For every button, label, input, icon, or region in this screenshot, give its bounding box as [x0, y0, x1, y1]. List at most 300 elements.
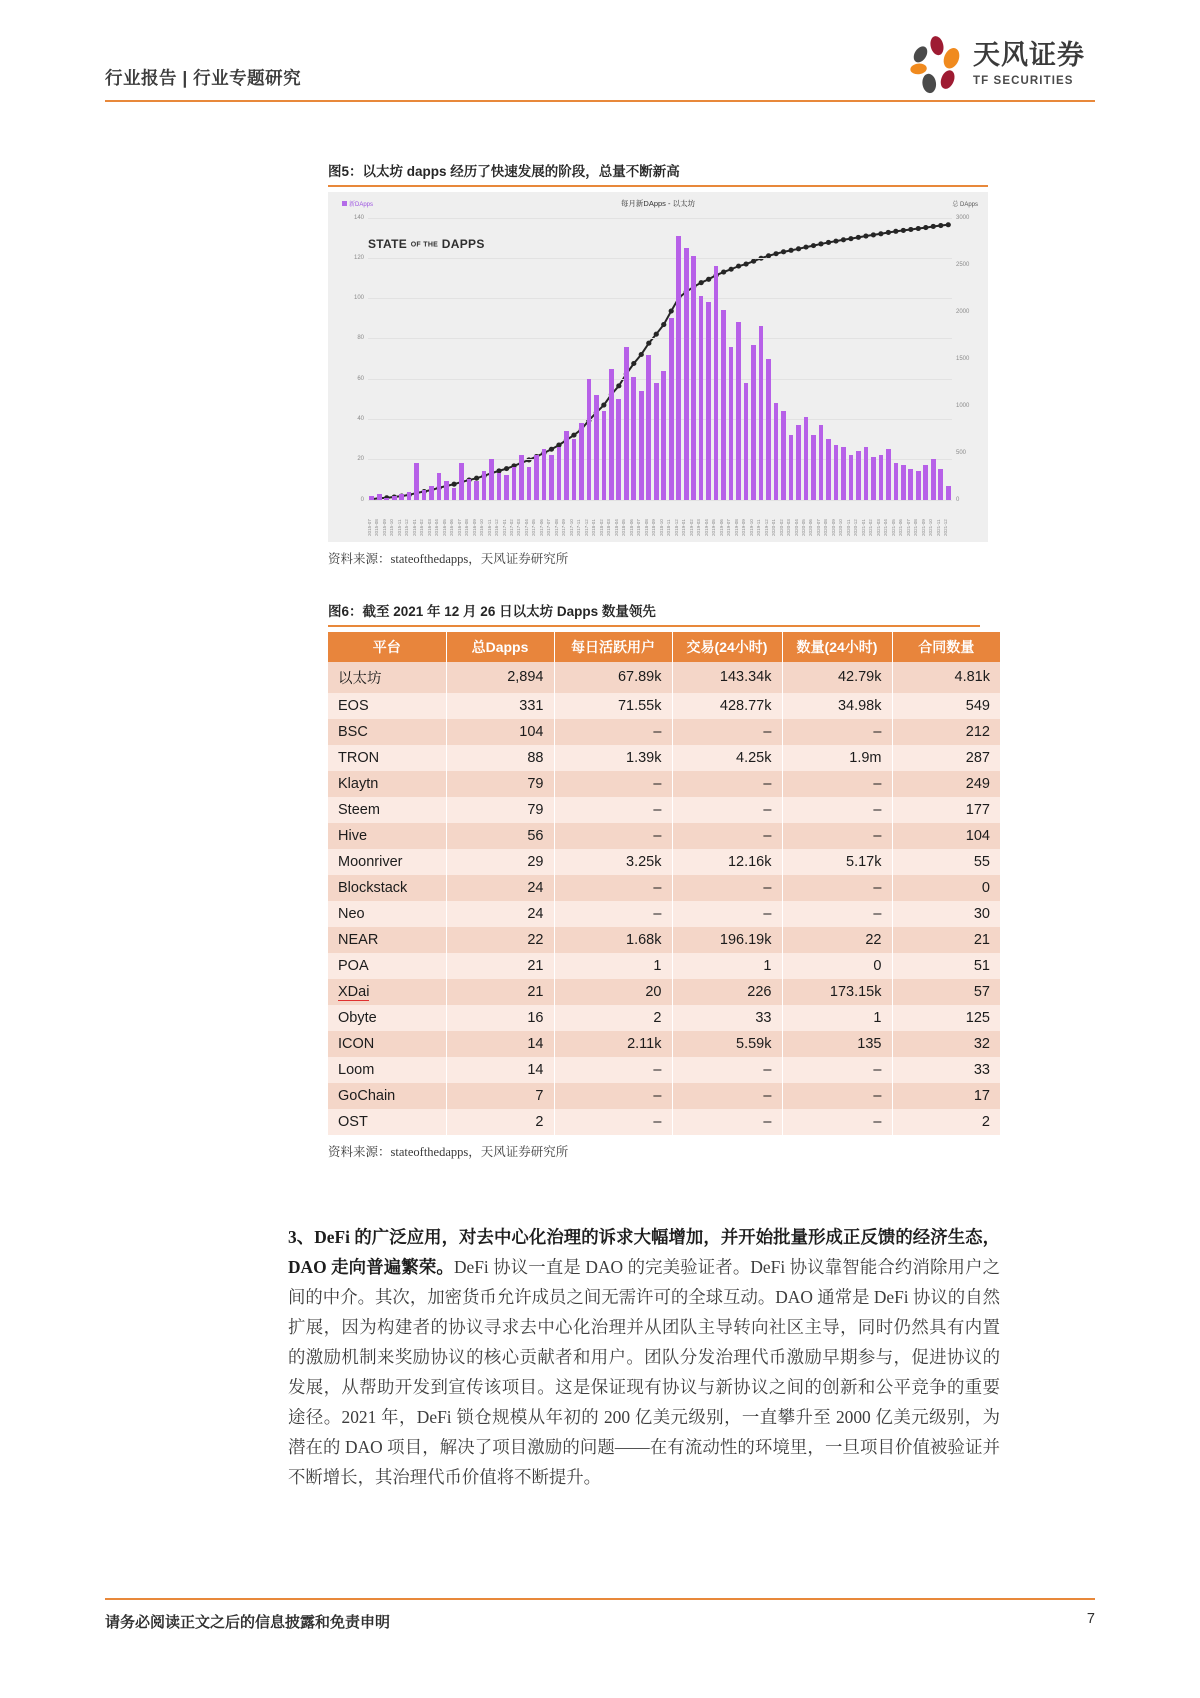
paragraph-defi-dao — [288, 1222, 1000, 1492]
table-body — [328, 662, 1000, 1135]
chart-x-axis-tick: 2020-04 — [793, 518, 799, 536]
misspelled-word: XDai — [338, 983, 370, 1000]
chart-bar — [946, 486, 951, 500]
chart-bar — [714, 266, 719, 500]
chart-x-axis-tick: 2021-01 — [860, 518, 866, 536]
chart-x-axis-tick: 2019-11 — [756, 519, 762, 536]
cell-total-dapps: 22 — [446, 927, 554, 953]
chart-bar — [631, 377, 636, 500]
table-row — [328, 1083, 1000, 1109]
figure-5-caption: 图5：以太坊 dapps 经历了快速发展的阶段，总量不断新高 — [328, 164, 680, 179]
chart-x-axis-tick: 2020-05 — [801, 518, 806, 536]
table-row — [328, 823, 1000, 849]
chart-bar — [452, 488, 457, 500]
chart-bar — [369, 496, 374, 500]
chart-x-axis-tick: 2018-05 — [621, 518, 627, 536]
chart-bar — [549, 455, 554, 499]
chart-x-axis-tick: 2015-11 — [396, 519, 402, 536]
chart-x-axis-tick: 2015-09 — [381, 518, 387, 536]
cell-transactions-24h: – — [672, 1057, 782, 1083]
chart-bar — [864, 447, 869, 499]
cell-total-dapps: 21 — [446, 953, 554, 979]
chart-x-axis-tick: 2018-08 — [643, 518, 649, 536]
chart-y-axis-tick-right: 2000 — [956, 308, 970, 315]
cell-platform: Obyte — [328, 1005, 446, 1031]
cell-contract-count: 177 — [892, 797, 1000, 823]
chart-x-axis-tick: 2019-07 — [726, 518, 732, 536]
cell-contract-count: 212 — [892, 719, 1000, 745]
chart-x-axis-tick: 2016-03 — [426, 518, 432, 536]
table-row — [328, 1057, 1000, 1083]
monthly-new-dapps-bar-series — [368, 218, 952, 500]
chart-x-axis-tick: 2017-05 — [531, 518, 537, 536]
cell-transactions-24h: 1 — [672, 953, 782, 979]
table-row — [328, 1005, 1000, 1031]
chart-x-axis-tick: 2015-07 — [366, 518, 372, 536]
cell-transactions-24h: – — [672, 901, 782, 927]
cell-volume-24h: – — [782, 823, 892, 849]
chart-bar — [587, 379, 592, 500]
chart-bar — [669, 318, 674, 499]
cell-contract-count: 30 — [892, 901, 1000, 927]
chart-bar — [602, 411, 607, 500]
chart-x-axis-labels — [368, 502, 952, 536]
chart-bar — [542, 449, 547, 499]
table-row — [328, 927, 1000, 953]
chart-x-axis-tick: 2017-11 — [576, 519, 582, 536]
chart-title: 每月新DApps - 以太坊 — [620, 198, 696, 208]
figure-6-source: 资料来源：stateofthedapps，天风证券研究所 — [328, 1144, 569, 1159]
chart-x-axis-tick: 2021-10 — [928, 518, 934, 536]
chart-bar — [474, 481, 479, 499]
chart-bar — [489, 459, 494, 499]
chart-x-axis-tick: 2016-11 — [486, 519, 492, 536]
cell-volume-24h: – — [782, 1057, 892, 1083]
cell-platform: Neo — [328, 901, 446, 927]
dapps-table — [328, 632, 1000, 1135]
table-row — [328, 901, 1000, 927]
chart-x-axis-tick: 2017-04 — [523, 518, 529, 536]
legend-left-label: 新DApps — [349, 201, 374, 208]
cell-daily-active-users: – — [554, 1057, 672, 1083]
chart-x-axis-tick: 2020-10 — [838, 518, 844, 536]
chart-bar — [894, 463, 899, 499]
chart-x-axis-tick: 2018-07 — [636, 518, 642, 536]
cell-volume-24h: – — [782, 1109, 892, 1135]
figure-5-divider — [328, 185, 988, 187]
cell-volume-24h: 34.98k — [782, 693, 892, 719]
cell-contract-count: 287 — [892, 745, 1000, 771]
chart-x-axis-tick: 2016-01 — [411, 518, 417, 536]
chart-bar — [639, 391, 644, 500]
chart-x-axis-tick: 2017-09 — [561, 518, 567, 536]
chart-y-axis-tick-left: 40 — [357, 416, 364, 423]
cell-transactions-24h: – — [672, 1109, 782, 1135]
chart-x-axis-tick: 2019-09 — [741, 518, 747, 536]
cell-platform: EOS — [328, 693, 446, 719]
chart-bar — [512, 467, 517, 499]
cell-daily-active-users: – — [554, 797, 672, 823]
chart-bar — [774, 403, 779, 500]
chart-x-axis-tick: 2017-08 — [553, 518, 559, 536]
chart-x-axis-tick: 2018-09 — [651, 518, 657, 536]
chart-bar — [879, 455, 884, 499]
table-column-header-2: 每日活跃用户 — [554, 632, 672, 662]
cell-platform: POA — [328, 953, 446, 979]
cell-volume-24h: – — [782, 1083, 892, 1109]
chart-bar — [811, 435, 816, 499]
chart-x-axis-tick: 2020-11 — [845, 519, 851, 536]
chart-x-axis-tick: 2020-01 — [771, 518, 777, 536]
chart-x-axis-tick: 2019-02 — [688, 518, 694, 536]
chart-x-axis-tick: 2017-03 — [516, 518, 522, 536]
cell-contract-count: 21 — [892, 927, 1000, 953]
chart-x-axis-tick: 2016-09 — [471, 518, 477, 536]
page-header — [105, 40, 1095, 105]
chart-bar — [796, 425, 801, 500]
chart-bar — [646, 355, 651, 500]
cell-platform: Hive — [328, 823, 446, 849]
chart-bar — [594, 395, 599, 500]
cell-transactions-24h: 4.25k — [672, 745, 782, 771]
chart-bar — [399, 494, 404, 500]
chart-x-axis-tick: 2019-05 — [711, 518, 717, 536]
cell-platform: Loom — [328, 1057, 446, 1083]
chart-bar — [684, 248, 689, 500]
table-row — [328, 771, 1000, 797]
paragraph-lead: 3、DeFi 的广泛应用，对去中心化治理的诉求大幅增加，并开始批量形成正反馈的经济生态，DAO 走向普遍繁荣。 — [288, 1227, 1000, 1277]
cell-volume-24h: – — [782, 875, 892, 901]
cell-daily-active-users: 2.11k — [554, 1031, 672, 1057]
cell-platform: TRON — [328, 745, 446, 771]
chart-bar — [504, 475, 509, 499]
body-content — [288, 1222, 1000, 1492]
table-row — [328, 745, 1000, 771]
cell-volume-24h: 1 — [782, 1005, 892, 1031]
chart-x-axis-tick: 2018-10 — [658, 518, 664, 536]
tf-securities-flower-icon — [905, 35, 967, 97]
cell-daily-active-users: – — [554, 719, 672, 745]
cell-total-dapps: 21 — [446, 979, 554, 1005]
figure-6-caption: 图6：截至 2021 年 12 月 26 日以太坊 Dapps 数量领先 — [328, 604, 656, 619]
chart-bar — [459, 463, 464, 499]
table-row — [328, 849, 1000, 875]
cell-daily-active-users: 1 — [554, 953, 672, 979]
cell-daily-active-users: 67.89k — [554, 662, 672, 693]
cell-volume-24h: 173.15k — [782, 979, 892, 1005]
chart-y-axis-tick-left: 0 — [360, 496, 364, 503]
cell-total-dapps: 7 — [446, 1083, 554, 1109]
chart-y-axis-tick-left: 120 — [353, 254, 364, 261]
table-row — [328, 979, 1000, 1005]
cell-daily-active-users: 20 — [554, 979, 672, 1005]
chart-bar — [886, 449, 891, 499]
cell-transactions-24h: – — [672, 797, 782, 823]
chart-x-axis-tick: 2021-08 — [913, 518, 919, 536]
chart-bar — [482, 471, 487, 499]
chart-y-axis-tick-right: 0 — [956, 496, 960, 503]
chart-x-axis-tick: 2017-02 — [509, 518, 514, 536]
chart-bar — [661, 371, 666, 500]
cell-transactions-24h: 196.19k — [672, 927, 782, 953]
chart-x-axis-tick: 2020-09 — [830, 518, 836, 536]
table-row — [328, 1031, 1000, 1057]
figure-6 — [328, 600, 990, 1160]
chart-bar — [923, 465, 928, 499]
chart-y-axis-tick-right: 500 — [956, 449, 967, 456]
chart-bar — [444, 481, 449, 499]
cell-transactions-24h: 226 — [672, 979, 782, 1005]
cell-platform: BSC — [328, 719, 446, 745]
chart-bar — [856, 451, 861, 499]
chart-x-axis-tick: 2015-08 — [374, 518, 380, 536]
cell-daily-active-users: 2 — [554, 1005, 672, 1031]
footer-disclaimer: 请务必阅读正文之后的信息披露和免责申明 — [105, 1613, 391, 1631]
chart-bar — [557, 447, 562, 499]
cell-transactions-24h: – — [672, 719, 782, 745]
table-row — [328, 953, 1000, 979]
table-row — [328, 797, 1000, 823]
chart-bar — [676, 236, 681, 500]
chart-x-axis-tick: 2021-04 — [883, 518, 889, 536]
chart-x-axis-tick: 2018-01 — [591, 518, 597, 536]
chart-x-axis-tick: 2016-06 — [449, 518, 455, 536]
cell-total-dapps: 79 — [446, 771, 554, 797]
chart-bar — [849, 455, 854, 499]
cell-daily-active-users: – — [554, 1109, 672, 1135]
chart-bar — [834, 445, 839, 499]
chart-x-axis-tick: 2020-07 — [815, 518, 821, 536]
chart-bar — [527, 467, 532, 499]
chart-y-axis-tick-left: 20 — [357, 456, 364, 463]
chart-x-axis-tick: 2019-06 — [718, 518, 724, 536]
logo-name-cn: 天风证券 — [973, 40, 1085, 70]
cell-contract-count: 104 — [892, 823, 1000, 849]
chart-bar — [407, 492, 412, 500]
chart-y-axis-tick-left: 140 — [353, 214, 364, 221]
cell-platform: GoChain — [328, 1083, 446, 1109]
cell-transactions-24h: – — [672, 875, 782, 901]
table-header-row — [328, 632, 1000, 662]
chart-bar — [804, 417, 809, 500]
chart-x-axis-tick: 2016-12 — [494, 518, 500, 536]
cell-contract-count: 55 — [892, 849, 1000, 875]
cell-volume-24h: 42.79k — [782, 662, 892, 693]
chart-bar — [377, 494, 382, 500]
logo-name-en: TF SECURITIES — [973, 75, 1074, 87]
table-row — [328, 875, 1000, 901]
cell-daily-active-users: – — [554, 901, 672, 927]
cell-total-dapps: 2 — [446, 1109, 554, 1135]
chart-x-axis-tick: 2019-12 — [763, 518, 769, 536]
chart-x-axis-tick: 2015-10 — [389, 518, 395, 536]
cell-contract-count: 0 — [892, 875, 1000, 901]
chart-x-axis-tick: 2020-02 — [778, 518, 784, 536]
cell-transactions-24h: 33 — [672, 1005, 782, 1031]
chart-x-axis-tick: 2017-10 — [568, 518, 574, 536]
chart-x-axis-tick: 2018-11 — [666, 519, 672, 536]
cell-platform: Moonriver — [328, 849, 446, 875]
cell-daily-active-users: 1.68k — [554, 927, 672, 953]
cell-daily-active-users: 71.55k — [554, 693, 672, 719]
chart-x-axis-tick: 2018-02 — [598, 518, 604, 536]
paragraph-rest: DeFi 协议一直是 DAO 的完美验证者。DeFi 协议靠智能合约消除用户之间的中介。其次，加密货币允许成员之间无需许可的全球互动。DAO 通常是 DeFi 协议的自然扩展，因为构建者的协议寻求去中心化治理并从团队主导转向社区主导，同时仍然具有内置的激励机制来奖励协议的核心贡献者和用户。团队分发治理代币激励早期参与，促进协议的发展，从帮助开发到宣传该项目。这是保证现有协议与新协议之间的创新和公平竞争的重要途径。2021 年，DeFi 锁仓规模从年初的 200 亿美元级别，一直攀升至 2000 亿美元级别，为潜在的 DAO 项目，解决了项目激励的问题——在有流动性的环境里，一旦项目价值被验证并不断增长，其治理代币价值将不断提升。 — [288, 1257, 1000, 1487]
cell-daily-active-users: – — [554, 1083, 672, 1109]
table-column-header-4: 数量(24小时) — [782, 632, 892, 662]
chart-bar — [654, 383, 659, 500]
chart-x-axis-tick: 2021-07 — [905, 518, 911, 536]
chart-y-axis-tick-right: 2500 — [956, 261, 970, 268]
chart-bar — [826, 439, 831, 499]
chart-x-axis-tick: 2017-06 — [538, 518, 544, 536]
chart-x-axis-tick: 2015-12 — [404, 518, 410, 536]
cell-contract-count: 4.81k — [892, 662, 1000, 693]
cell-platform: Steem — [328, 797, 446, 823]
chart-bar — [414, 463, 419, 499]
cell-transactions-24h: 428.77k — [672, 693, 782, 719]
cell-transactions-24h: 143.34k — [672, 662, 782, 693]
chart-bar — [766, 359, 771, 500]
chart-y-axis-tick-right: 3000 — [956, 214, 970, 221]
cell-contract-count: 2 — [892, 1109, 1000, 1135]
cell-platform: NEAR — [328, 927, 446, 953]
cell-volume-24h: 22 — [782, 927, 892, 953]
chart-bar — [938, 469, 943, 499]
cell-contract-count: 549 — [892, 693, 1000, 719]
table-row — [328, 693, 1000, 719]
figure-6-divider — [328, 625, 980, 627]
chart-x-axis-tick: 2016-02 — [419, 518, 425, 536]
table-column-header-3: 交易(24小时) — [672, 632, 782, 662]
figure-5 — [328, 160, 988, 567]
cell-transactions-24h: – — [672, 823, 782, 849]
chart-bar — [624, 347, 629, 500]
figure-5-chart — [328, 192, 988, 542]
cell-total-dapps: 14 — [446, 1057, 554, 1083]
chart-bar — [819, 425, 824, 500]
chart-x-axis-tick: 2016-05 — [441, 518, 447, 536]
chart-bar — [422, 490, 427, 500]
chart-bar — [616, 399, 621, 500]
cell-total-dapps: 29 — [446, 849, 554, 875]
cell-contract-count: 57 — [892, 979, 1000, 1005]
cell-contract-count: 249 — [892, 771, 1000, 797]
cell-platform: 以太坊 — [328, 662, 446, 693]
chart-bar — [789, 435, 794, 499]
footer-divider — [105, 1598, 1095, 1600]
chart-x-axis-tick: 2019-08 — [733, 518, 739, 536]
chart-bar — [437, 473, 442, 499]
company-logo — [895, 32, 1095, 104]
table-column-header-5: 合同数量 — [892, 632, 1000, 662]
chart-bar — [497, 473, 502, 499]
chart-x-axis-tick: 2021-09 — [920, 518, 926, 536]
chart-x-axis-tick: 2021-05 — [890, 518, 896, 536]
chart-x-axis-tick: 2020-12 — [853, 518, 859, 536]
cell-platform: ICON — [328, 1031, 446, 1057]
chart-bar — [931, 459, 936, 499]
chart-x-axis-tick: 2020-08 — [823, 518, 829, 536]
chart-bar — [901, 465, 906, 499]
cell-platform: Klaytn — [328, 771, 446, 797]
chart-x-axis-tick: 2017-12 — [583, 518, 589, 536]
cell-volume-24h: – — [782, 771, 892, 797]
chart-bar — [564, 431, 569, 499]
cell-platform — [328, 979, 446, 1005]
cell-total-dapps: 2,894 — [446, 662, 554, 693]
chart-bar — [519, 455, 524, 499]
chart-x-axis-tick: 2017-07 — [546, 518, 552, 536]
chart-bar — [579, 423, 584, 500]
chart-x-axis-tick: 2019-01 — [681, 518, 687, 536]
chart-bar — [429, 486, 434, 500]
cell-volume-24h: 5.17k — [782, 849, 892, 875]
chart-bar — [706, 302, 711, 499]
chart-x-axis-tick: 2019-10 — [748, 518, 754, 536]
chart-x-axis-tick: 2017-01 — [501, 518, 507, 536]
logo-wordmark — [973, 42, 1085, 87]
chart-x-axis-tick: 2021-02 — [868, 518, 874, 536]
chart-x-axis-tick: 2016-07 — [456, 518, 462, 536]
chart-y-axis-tick-left: 80 — [357, 335, 364, 342]
cell-transactions-24h: 12.16k — [672, 849, 782, 875]
chart-bar — [744, 383, 749, 500]
chart-bar — [908, 469, 913, 499]
chart-x-axis-tick: 2018-04 — [613, 518, 619, 536]
chart-x-axis-tick: 2021-12 — [943, 518, 949, 536]
chart-bar — [572, 439, 577, 499]
table-row — [328, 662, 1000, 693]
chart-x-axis-tick: 2016-10 — [479, 518, 485, 536]
cell-total-dapps: 16 — [446, 1005, 554, 1031]
chart-bar — [609, 369, 614, 500]
chart-x-axis-tick: 2021-11 — [935, 519, 941, 536]
chart-x-axis-tick: 2018-12 — [673, 518, 679, 536]
footer-page-number: 7 — [1086, 1610, 1095, 1627]
chart-y-axis-tick-left: 100 — [353, 295, 364, 302]
chart-bar — [751, 345, 756, 500]
cell-volume-24h: – — [782, 719, 892, 745]
cell-total-dapps: 331 — [446, 693, 554, 719]
header-title: 行业报告 | 行业专题研究 — [105, 68, 302, 88]
cell-daily-active-users: – — [554, 875, 672, 901]
cell-volume-24h: – — [782, 797, 892, 823]
cell-contract-count: 32 — [892, 1031, 1000, 1057]
cell-volume-24h: 135 — [782, 1031, 892, 1057]
chart-bar — [736, 322, 741, 499]
cell-daily-active-users: – — [554, 823, 672, 849]
cell-total-dapps: 88 — [446, 745, 554, 771]
chart-y-axis-tick-left: 60 — [357, 375, 364, 382]
cell-contract-count: 33 — [892, 1057, 1000, 1083]
chart-bar — [916, 471, 921, 499]
figure-5-source: 资料来源：stateofthedapps，天风证券研究所 — [328, 551, 569, 566]
table-column-header-0: 平台 — [328, 632, 446, 662]
chart-bar — [759, 326, 764, 499]
chart-y-axis-tick-right: 1500 — [956, 355, 970, 362]
chart-x-axis-tick: 2016-04 — [434, 518, 440, 536]
cell-platform: Blockstack — [328, 875, 446, 901]
chart-y-axis-tick-right: 1000 — [956, 402, 970, 409]
chart-bar — [781, 411, 786, 500]
cell-daily-active-users: 1.39k — [554, 745, 672, 771]
cell-total-dapps: 24 — [446, 875, 554, 901]
cell-transactions-24h: 5.59k — [672, 1031, 782, 1057]
chart-x-axis-tick: 2020-06 — [808, 518, 814, 536]
table-row — [328, 719, 1000, 745]
chart-bar — [392, 496, 397, 500]
chart-x-axis-tick: 2016-08 — [464, 518, 470, 536]
